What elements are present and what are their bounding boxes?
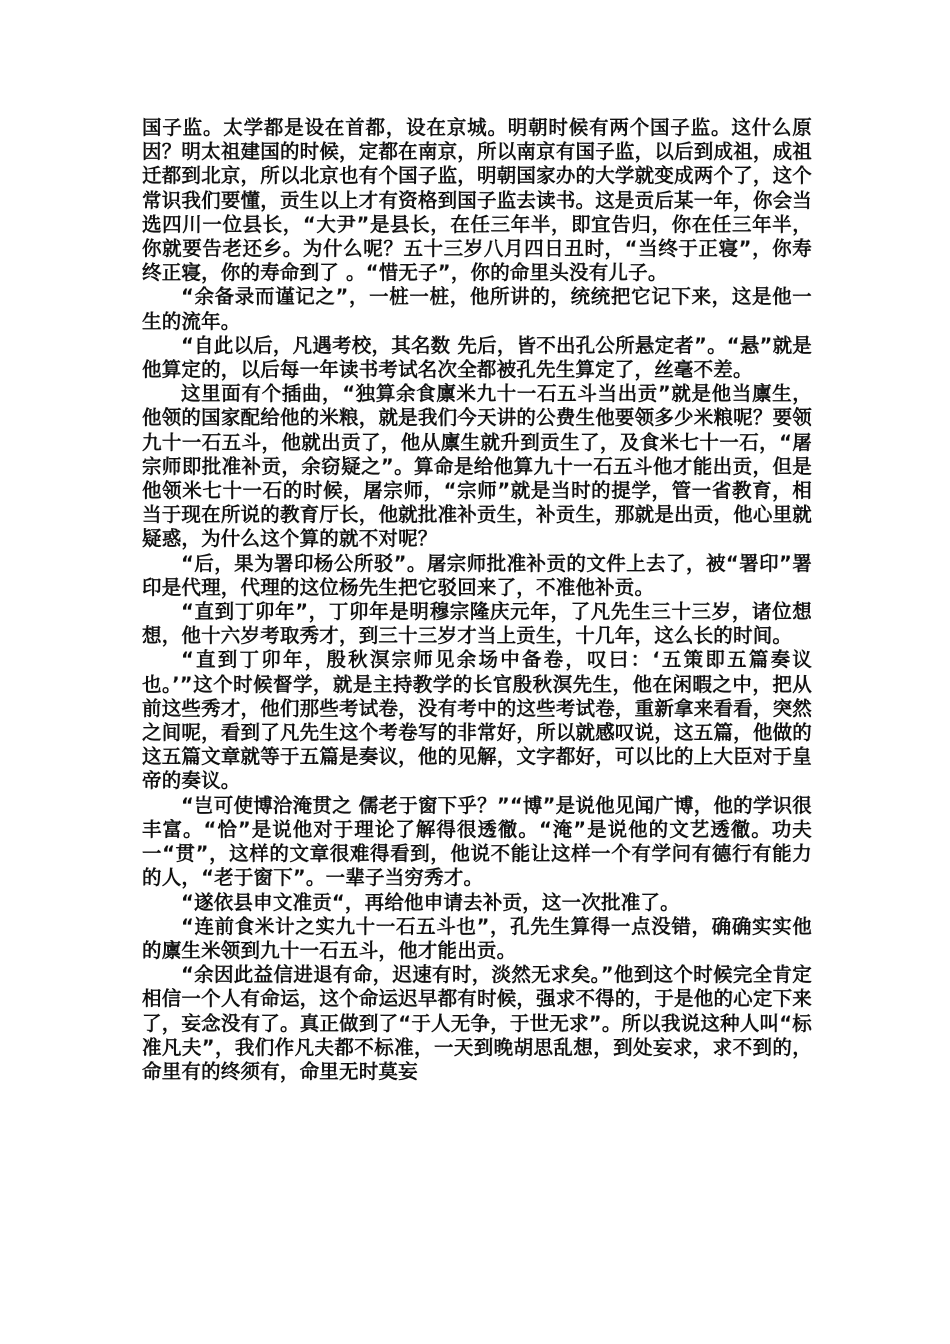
paragraph-7: “直到丁卯年，殷秋溟宗师见余场中备卷，叹曰：‘五策即五篇奏议也。’”这个时候督学，就是主持教学的长官殷秋溟先生，他在闲暇之中，把从前这些秀才，他们那些考试卷，没有考中的这些考试卷，重新拿来看看，突然之间呢，看到了凡先生这个考卷写的非常好，所以就感叹说，这五篇，他做的这五篇文章就等于五篇是奏议，他的见解，文字都好，可以比的上大臣对于皇帝的奏议。	[142, 648, 812, 793]
paragraph-4: 这里面有个插曲，“独算余食廪米九十一石五斗当出贡”就是他当廪生，他领的国家配给他的米粮，就是我们今天讲的公费生他要领多少米粮呢？要领九十一石五斗，他就出贡了，他从廪生就升到贡生了，及食米七十一石，“屠宗师即批准补贡，余窃疑之”。算命是给他算九十一石五斗他才能出贡，但是他领米七十一石的时候，屠宗师，“宗师”就是当时的提学，管一省教育，相当于现在所说的教育厅长，他就批准补贡生，补贡生，那就是出贡，他心里就疑惑，为什么这个算的就不对呢？	[142, 382, 812, 551]
document-page	[142, 116, 812, 1084]
paragraph-2: “余备录而谨记之”，一桩一桩，他所讲的，统统把它记下来，这是他一生的流年。	[142, 285, 812, 333]
paragraph-3: “自此以后，凡遇考校，其名数 先后，皆不出孔公所悬定者”。“悬”就是他算定的，以后每一年读书考试名次全都被孔先生算定了，丝毫不差。	[142, 333, 812, 382]
paragraph-5: “后，果为署印杨公所驳”。屠宗师批准补贡的文件上去了，被“署印”署印是代理，代理的这位杨先生把它驳回来了，不准他补贡。	[142, 551, 812, 599]
paragraph-8: “岂可使博洽淹贯之 儒老于窗下乎？”“博”是说他见闻广博，他的学识很丰富。“恰”是说他对于理论了解得很透徹。“淹”是说他的文艺透徹。功夫一“贯”，这样的文章很难得看到，他说不能让这样一个有学问有德行有能力的人，“老于窗下”。一辈子当穷秀才。	[142, 793, 812, 890]
paragraph-6: “直到丁卯年”，丁卯年是明穆宗隆庆元年，了凡先生三十三岁，诸位想想，他十六岁考取秀才，到三十三岁才当上贡生，十几年，这么长的时间。	[142, 600, 812, 648]
paragraph-1: 国子监。太学都是设在首都，设在京城。明朝时候有两个国子监。这什么原因？明太祖建国的时候，定都在南京，所以南京有国子监，以后到成祖，成祖迁都到北京，所以北京也有个国子监，明朝国家办的大学就变成两个了，这个常识我们要懂，贡生以上才有资格到国子监去读书。这是贡后某一年，你会当选四川一位县长，“大尹”是县长，在任三年半，即宜告归，你在任三年半，你就要告老还乡。为什么呢？五十三岁八月四日丑时，“当终于正寝”，你寿终正寝，你的寿命到了 。“惜无子”，你的命里头没有儿子。	[142, 116, 812, 285]
paragraph-10: “连前食米计之实九十一石五斗也”，孔先生算得一点没错，确确实实他的廪生米领到九十一石五斗，他才能出贡。	[142, 914, 812, 962]
paragraph-11: “余因此益信进退有命，迟速有时，淡然无求矣。”他到这个时候完全肯定相信一个人有命运，这个命运迟早都有时候，强求不得的，于是他的心定下来了，妄念没有了。真正做到了“于人无争，于世无求”。所以我说这种人叫“标准凡夫”，我们作凡夫都不标准，一天到晚胡思乱想，到处妄求，求不到的，命里有的终须有，命里无时莫妄	[142, 963, 812, 1083]
paragraph-9: “遂依县申文准贡“，再给他申请去补贡，这一次批准了。	[181, 890, 680, 914]
